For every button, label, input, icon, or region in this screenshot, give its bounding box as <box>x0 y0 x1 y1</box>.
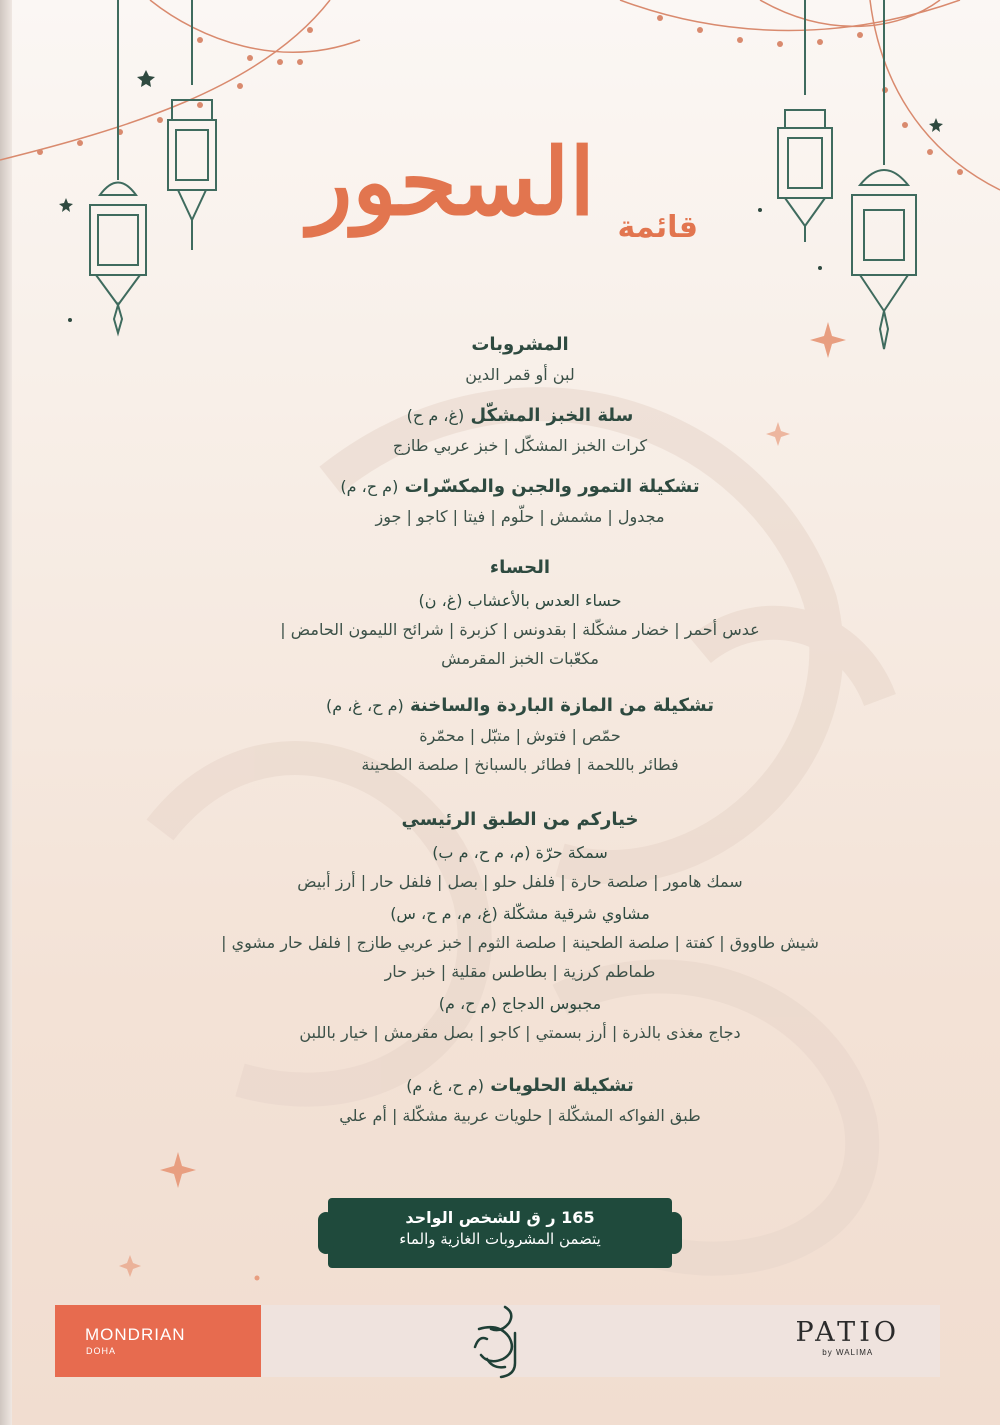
section-items: دجاج مغذى بالذرة | أرز بسمتي | كاجو | بصل مقرمش | خيار باللبن <box>299 1023 741 1042</box>
section-heading: تشكيلة التمور والجبن والمكسّرات (م ح، م) <box>340 476 700 497</box>
price-note: يتضمن المشروبات الغازية والماء <box>399 1230 601 1248</box>
section-heading: الحساء <box>489 557 551 578</box>
section-heading: تشكيلة من المازة الباردة والساخنة (م ح، غ، م) <box>325 695 715 716</box>
section-heading: تشكيلة الحلويات (م ح، غ، م) <box>406 1075 634 1096</box>
dish-name: سمكة حرّة (م، م ح، م ب) <box>432 843 608 862</box>
menu-title <box>290 118 710 308</box>
menu-content <box>160 330 880 1142</box>
section-items: كرات الخبز المشكّل | خبز عربي طازج <box>392 436 648 455</box>
mondrian-logo: MONDRIAN DOHA <box>55 1305 261 1377</box>
page-edge <box>0 0 12 1425</box>
title-small: قائمة <box>617 210 698 245</box>
section-items: فطائر باللحمة | فطائر بالسبانخ | صلصة الطحينة <box>361 755 679 774</box>
dish-name: مجبوس الدجاج (م ح، م) <box>438 994 602 1013</box>
section-mains <box>160 805 880 1047</box>
dish-name: حساء العدس بالأعشاب (غ، ن) <box>418 591 622 610</box>
section-items: مجدول | مشمش | حلّوم | فيتا | كاجو | جوز <box>375 507 665 526</box>
section-items: مكعّبات الخبز المقرمش <box>441 649 599 668</box>
section-mezze <box>160 691 880 779</box>
section-items: عدس أحمر | خضار مشكّلة | بقدونس | كزبرة | شرائح الليمون الحامض | <box>280 620 760 639</box>
section-items: طبق الفواكه المشكّلة | حلويات عربية مشكّلة | أم علي <box>339 1106 701 1125</box>
patio-logo: PATIO by WALIMA <box>795 1317 900 1357</box>
title-big: السحور <box>307 128 595 236</box>
price-banner <box>328 1198 672 1268</box>
section-bread <box>160 401 880 460</box>
section-heading: المشروبات <box>471 334 569 355</box>
ramadan-calligraphy-icon <box>465 1299 535 1383</box>
section-soup <box>160 553 880 673</box>
section-dates <box>160 472 880 531</box>
section-drinks <box>160 330 880 389</box>
section-items: شيش طاووق | كفتة | صلصة الطحينة | صلصة الثوم | خبز عربي طازج | فلفل حار مشوي | <box>221 933 819 952</box>
section-items: طماطم كرزية | بطاطس مقلية | خبز حار <box>384 962 656 981</box>
footer-bar <box>55 1305 940 1377</box>
section-items: سمك هامور | صلصة حارة | فلفل حلو | بصل | فلفل حار | أرز أبيض <box>297 872 743 891</box>
section-items: لبن أو قمر الدين <box>465 365 575 384</box>
section-heading: خياركم من الطبق الرئيسي <box>401 809 639 830</box>
section-dessert <box>160 1071 880 1130</box>
section-heading: سلة الخبز المشكّل (غ، م ح) <box>406 405 634 426</box>
section-items: حمّص | فتوش | متبّل | محمّرة <box>419 726 621 745</box>
dish-name: مشاوي شرقية مشكّلة (غ، م، م ح، س) <box>390 904 650 923</box>
price-text: 165 ر ق للشخص الواحد <box>405 1208 595 1227</box>
